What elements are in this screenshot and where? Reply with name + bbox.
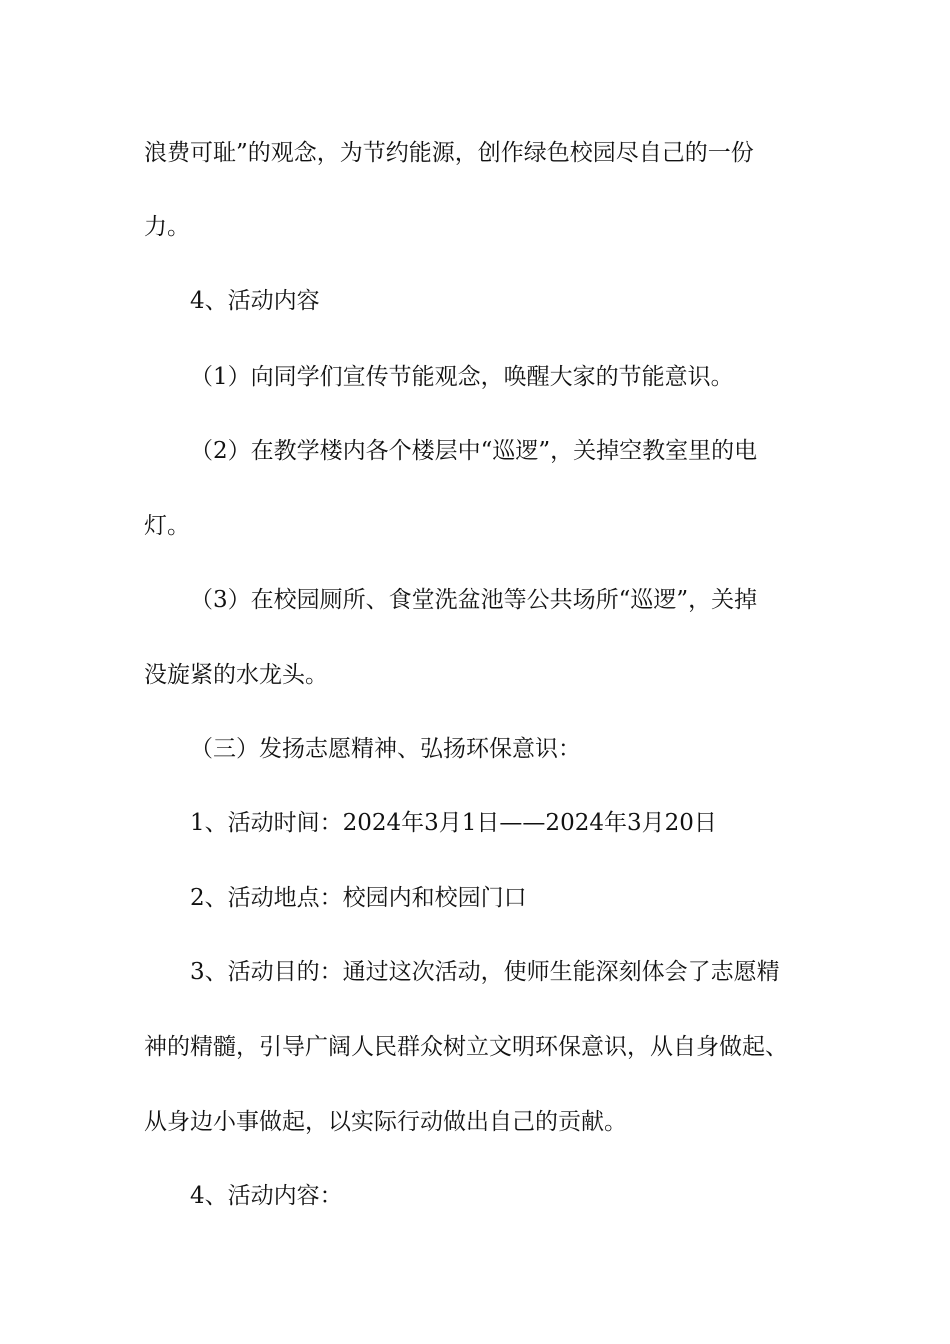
section-heading: （三）发扬志愿精神、弘扬环保意识： bbox=[190, 736, 581, 762]
list-item: 1、活动时间：2024年3月1日——2024年3月20日 bbox=[190, 810, 717, 836]
paragraph-line: 神的精髓，引导广阔人民群众树立文明环保意识，从自身做起、 bbox=[144, 1034, 788, 1060]
paragraph-line: 力。 bbox=[144, 214, 190, 240]
section-heading: 4、活动内容： bbox=[190, 1183, 343, 1209]
list-item: （2）在教学楼内各个楼层中“巡逻”，关掉空教室里的电 bbox=[190, 438, 758, 464]
list-item: （3）在校园厕所、食堂洗盆池等公共场所“巡逻”，关掉 bbox=[190, 587, 758, 613]
section-heading: 4、活动内容 bbox=[190, 288, 320, 314]
paragraph-line: 浪费可耻”的观念，为节约能源，创作绿色校园尽自己的一份 bbox=[144, 140, 754, 166]
paragraph-line: 灯。 bbox=[144, 513, 190, 539]
list-item: 2、活动地点：校园内和校园门口 bbox=[190, 885, 527, 911]
paragraph-line: 没旋紧的水龙头。 bbox=[144, 662, 328, 688]
paragraph-line: 从身边小事做起，以实际行动做出自己的贡献。 bbox=[144, 1109, 627, 1135]
list-item: 3、活动目的：通过这次活动，使师生能深刻体会了志愿精 bbox=[190, 959, 780, 985]
list-item: （1）向同学们宣传节能观念，唤醒大家的节能意识。 bbox=[190, 364, 734, 390]
